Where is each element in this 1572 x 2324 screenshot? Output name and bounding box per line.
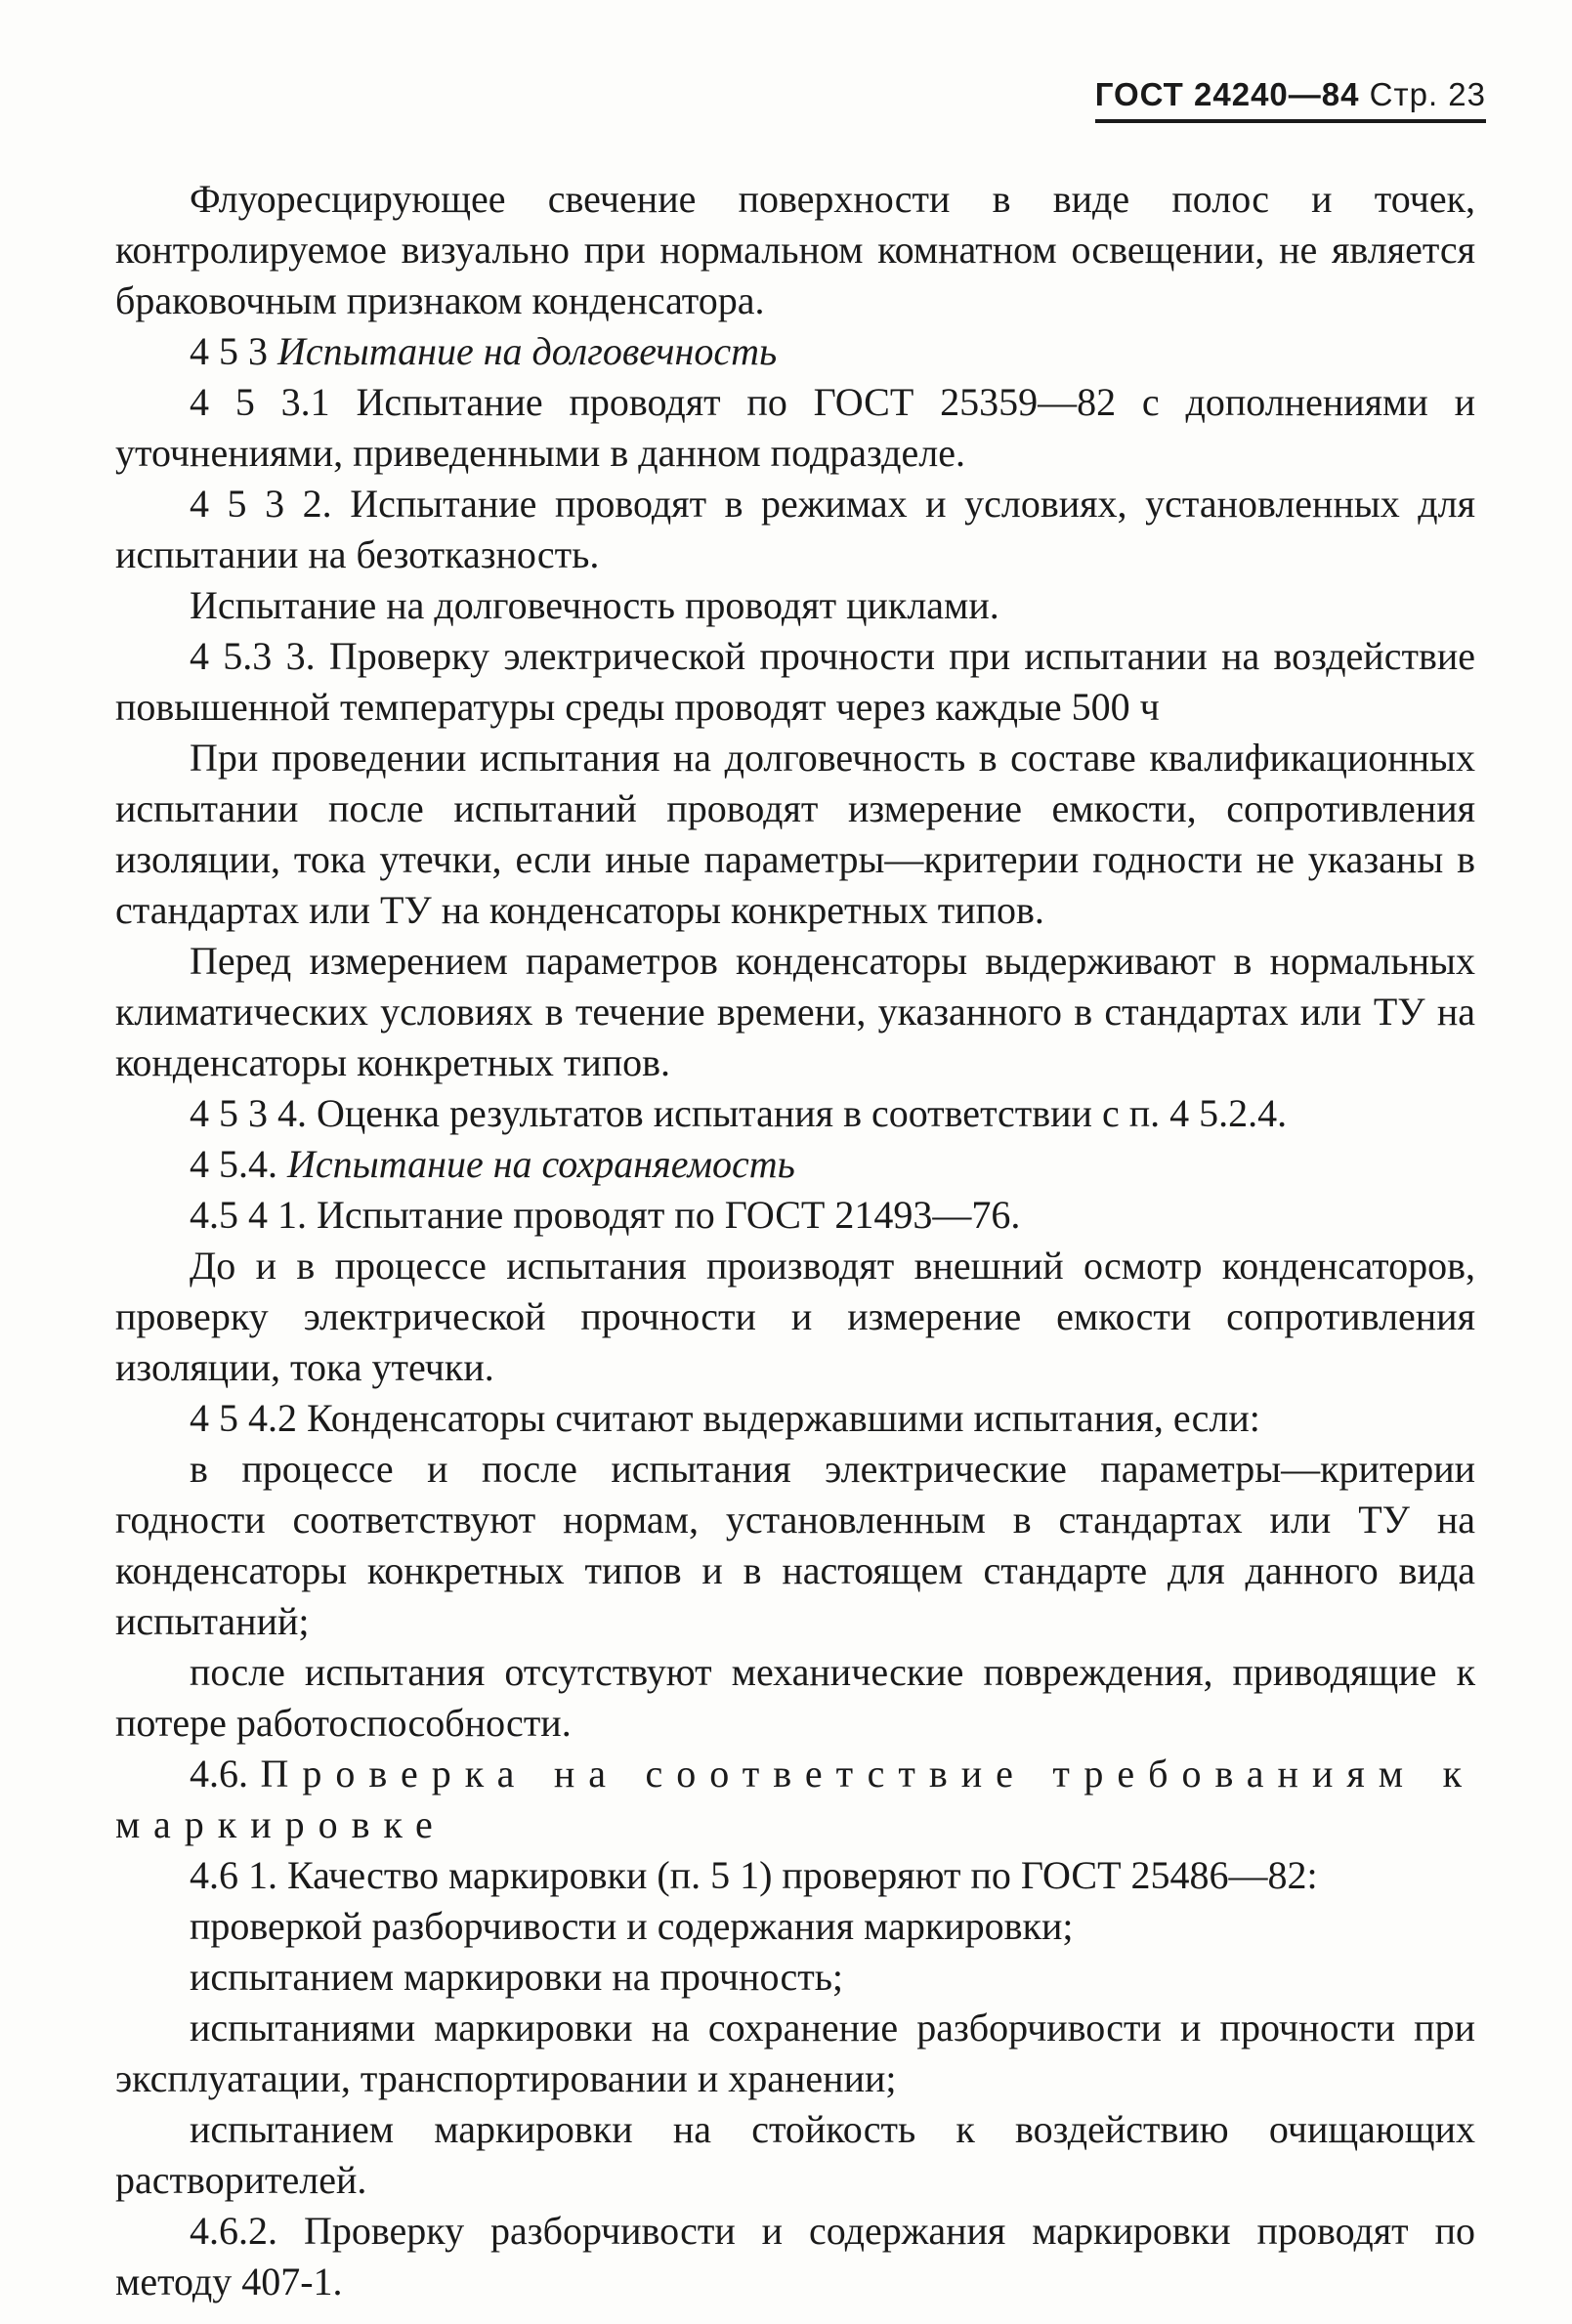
section-heading <box>115 1139 1475 1190</box>
paragraph: При проведении испытания на долговечность в составе квалификационных испытании после испытаний проводят измерение емкости, сопротивления изоляции, тока утечки, если иные параметры—критерии годности не указаны в стандартах или ТУ на конденсаторы конкретных типов. <box>115 736 1475 932</box>
paragraph: испытанием маркировки на стойкость к воздействию очищающих растворителей. <box>115 2107 1475 2202</box>
section-number: 4 5 3 <box>190 329 268 373</box>
paragraph: 4.6 1. Качество маркировки (п. 5 1) проверяют по ГОСТ 25486—82: <box>190 1853 1318 1897</box>
paragraph: проверкой разборчивости и содержания маркировки; <box>190 1904 1074 1948</box>
paragraph: До и в процессе испытания производят внешний осмотр конденсаторов, проверку электрической прочности и измерение емкости сопротивления изоляции, тока утечки. <box>115 1244 1475 1389</box>
paragraph: Испытание на долговечность проводят циклами. <box>190 583 999 627</box>
standard-number: ГОСТ 24240—84 <box>1094 76 1360 112</box>
paragraph: 4 5 3 2. Испытание проводят в режимах и условиях, установленных для испытании на безотказность. <box>115 482 1475 576</box>
paragraph: после испытания отсутствуют механические повреждения, приводящие к потере работоспособности. <box>115 1650 1475 1745</box>
paragraph: Перед измерением параметров конденсаторы выдерживают в нормальных климатических условиях в течение времени, указанного в стандартах или ТУ на конденсаторы конкретных типов. <box>115 939 1475 1084</box>
section-number: 4 5.4. <box>190 1142 277 1186</box>
paragraph: в процессе и после испытания электрические параметры—критерии годности соответствуют нормам, установленным в стандартах или ТУ на конденсаторы конкретных типов и в настоящем стандарте для данного вида испытаний; <box>115 1447 1475 1643</box>
paragraph: 4 5 3.1 Испытание проводят по ГОСТ 25359—82 с дополнениями и уточнениями, приведенными в данном подразделе. <box>115 380 1475 475</box>
page-header <box>1095 76 1486 123</box>
paragraph: испытанием маркировки на прочность; <box>190 1955 844 1999</box>
paragraph: 4 5.3 3. Проверку электрической прочности при испытании на воздействие повышенной температуры среды проводят через каждые 500 ч <box>115 634 1475 729</box>
section-number: 4.6. <box>190 1752 248 1796</box>
paragraph: 4.5 4 1. Испытание проводят по ГОСТ 21493—76. <box>190 1193 1021 1237</box>
paragraph: 4 5 3 4. Оценка результатов испытания в соответствии с п. 4 5.2.4. <box>190 1091 1288 1135</box>
section-title: Испытание на долговечность <box>277 329 778 373</box>
section-heading <box>115 326 1475 377</box>
paragraph: Флуоресцирующее свечение поверхности в виде полос и точек, контролируемое визуально при нормальном комнатном освещении, не является браковочным признаком конденсатора. <box>115 177 1475 322</box>
section-title: Проверка на соответствие требованиям к маркировке <box>115 1752 1476 1846</box>
document-body <box>115 174 1475 2307</box>
page-number: Стр. 23 <box>1369 76 1486 112</box>
section-title: Испытание на сохраняемость <box>287 1142 795 1186</box>
section-heading <box>115 1749 1475 1850</box>
paragraph: 4 5 4.2 Конденсаторы считают выдержавшими испытания, если: <box>190 1396 1260 1440</box>
paragraph: 4.6.2. Проверку разборчивости и содержания маркировки проводят по методу 407-1. <box>115 2209 1475 2303</box>
paragraph: испытаниями маркировки на сохранение разборчивости и прочности при эксплуатации, транспортировании и хранении; <box>115 2006 1475 2100</box>
